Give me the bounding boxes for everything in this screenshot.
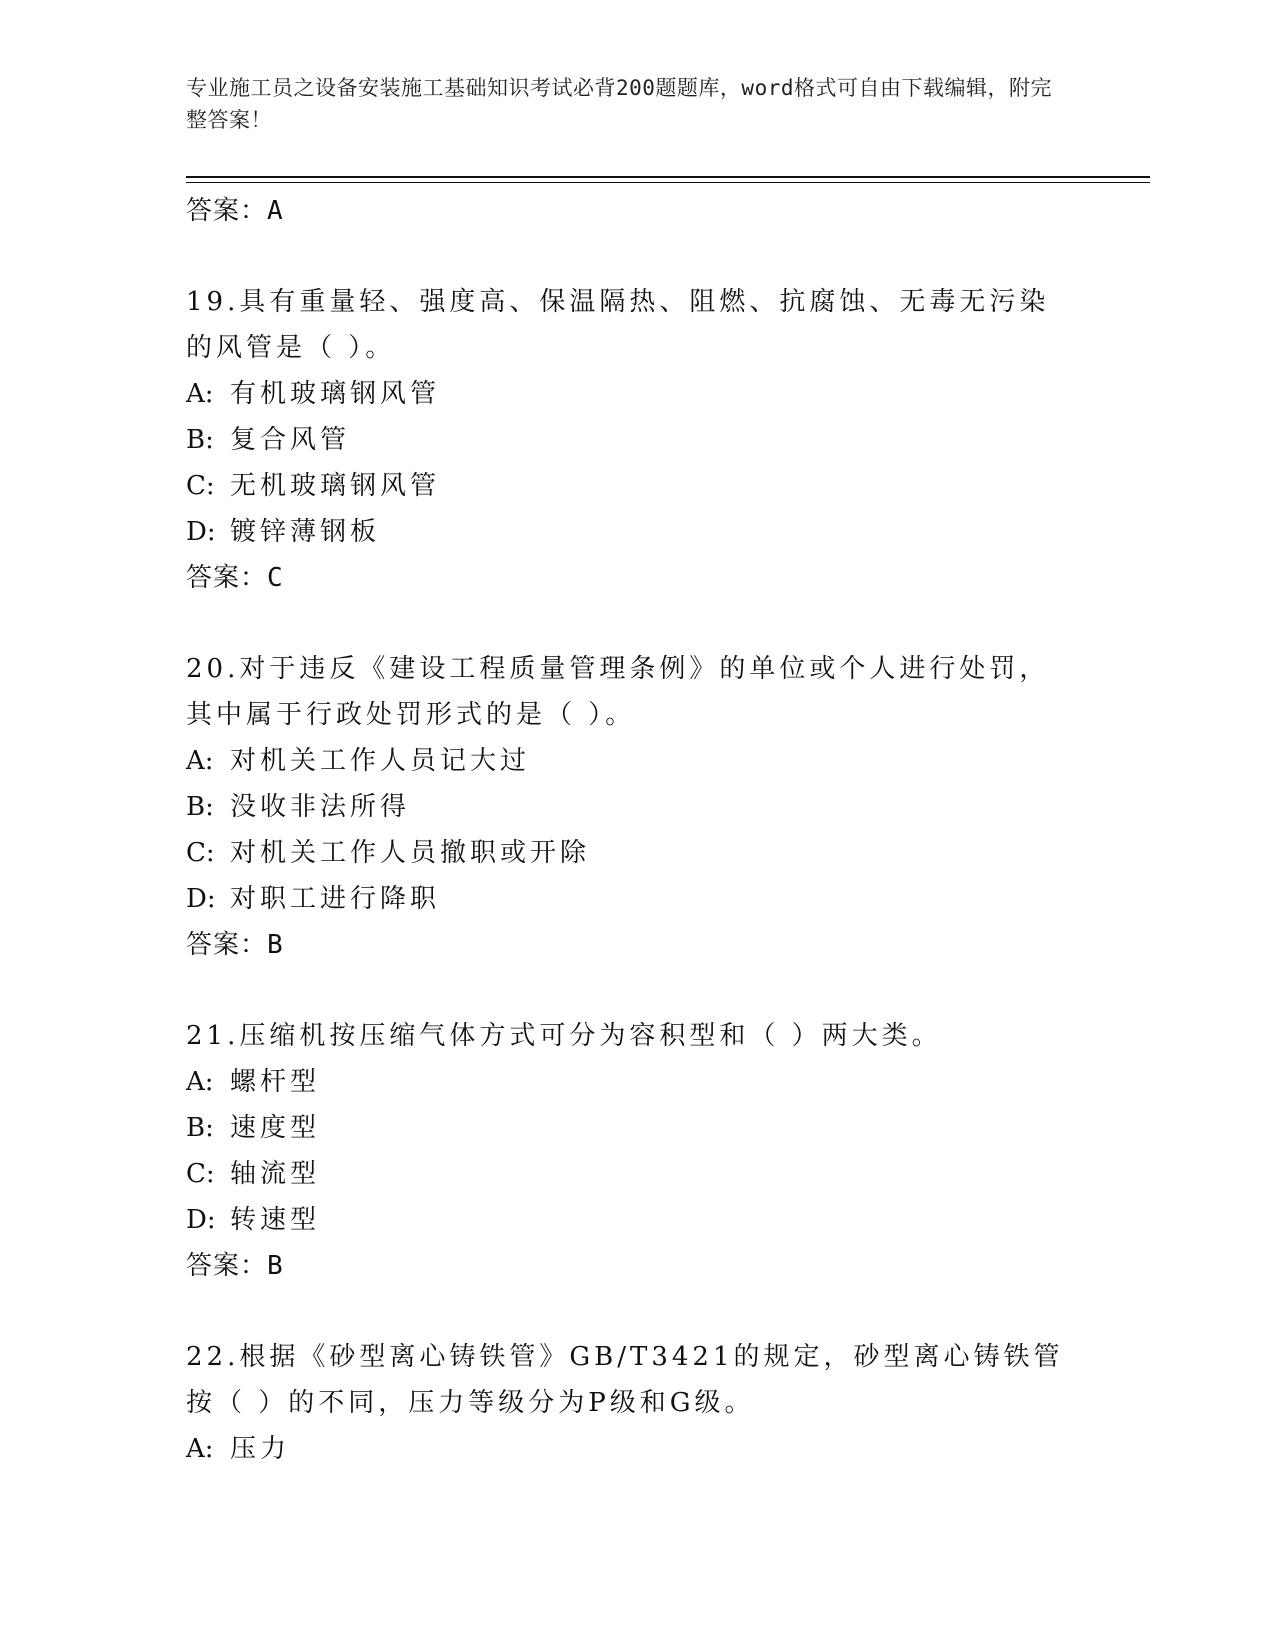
option-a [186,371,1086,417]
answer-line-18 [186,188,1086,234]
option-c [186,830,1086,876]
question-stem: 19.具有重量轻、强度高、保温隔热、阻燃、抗腐蚀、无毒无污染的风管是（ ）。 [186,287,1050,363]
option-b [186,784,1086,830]
answer-label: 答案： [186,1251,268,1281]
option-text: 速度型 [230,1113,321,1143]
option-letter: B: [186,425,214,455]
option-text: 对机关工作人员撤职或开除 [230,838,591,868]
option-text: 有机玻璃钢风管 [230,379,441,409]
header-rule-thin [186,182,1150,183]
header-rule-thick [186,176,1150,178]
document-header: 专业施工员之设备安装施工基础知识考试必背200题题库，word格式可自由下载编辑，附完整答案！ [186,76,1052,132]
option-letter: C: [186,1159,215,1189]
option-letter: B: [186,1113,214,1143]
question-stem: 21.压缩机按压缩气体方式可分为容积型和（ ）两大类。 [186,1021,942,1051]
option-letter: D: [186,884,216,914]
option-letter: D: [186,1205,216,1235]
option-c [186,463,1086,509]
option-text: 对机关工作人员记大过 [230,746,531,776]
option-text: 镀锌薄钢板 [230,517,381,547]
option-letter: A: [186,1434,214,1464]
option-text: 复合风管 [230,425,351,455]
option-text: 轴流型 [230,1159,321,1189]
option-letter: C: [186,838,215,868]
question-stem: 20.对于违反《建设工程质量管理条例》的单位或个人进行处罚，其中属于行政处罚形式的是（ ）。 [186,654,1050,730]
question-21 [186,1013,1086,1289]
question-stem: 22.根据《砂型离心铸铁管》GB/T3421的规定，砂型离心铸铁管按（ ）的不同，压力等级分为P级和G级。 [186,1342,1064,1418]
answer-label: 答案： [186,930,268,960]
option-text: 对职工进行降职 [230,884,441,914]
answer-line [186,1243,1086,1289]
answer-label: 答案： [186,196,268,226]
option-letter: A: [186,1067,214,1097]
answer-value: A [267,196,284,226]
option-b [186,1105,1086,1151]
option-text: 没收非法所得 [230,792,411,822]
option-text: 无机玻璃钢风管 [230,471,441,501]
option-d [186,1197,1086,1243]
question-20 [186,646,1086,968]
option-a [186,1059,1086,1105]
question-22 [186,1334,1086,1472]
answer-value: B [267,1251,284,1281]
answer-value: C [267,563,284,593]
answer-line [186,555,1086,601]
option-a [186,1426,1086,1472]
answer-value: B [267,930,284,960]
option-letter: D: [186,517,216,547]
option-letter: A: [186,746,214,776]
option-b [186,417,1086,463]
option-letter: B: [186,792,214,822]
option-d [186,509,1086,555]
option-a [186,738,1086,784]
option-letter: C: [186,471,215,501]
option-letter: A: [186,379,214,409]
option-d [186,876,1086,922]
answer-line [186,922,1086,968]
option-c [186,1151,1086,1197]
option-text: 压力 [230,1434,291,1464]
option-text: 转速型 [230,1205,321,1235]
option-text: 螺杆型 [230,1067,321,1097]
question-19 [186,279,1086,601]
document-body [186,188,1086,1472]
answer-label: 答案： [186,563,268,593]
